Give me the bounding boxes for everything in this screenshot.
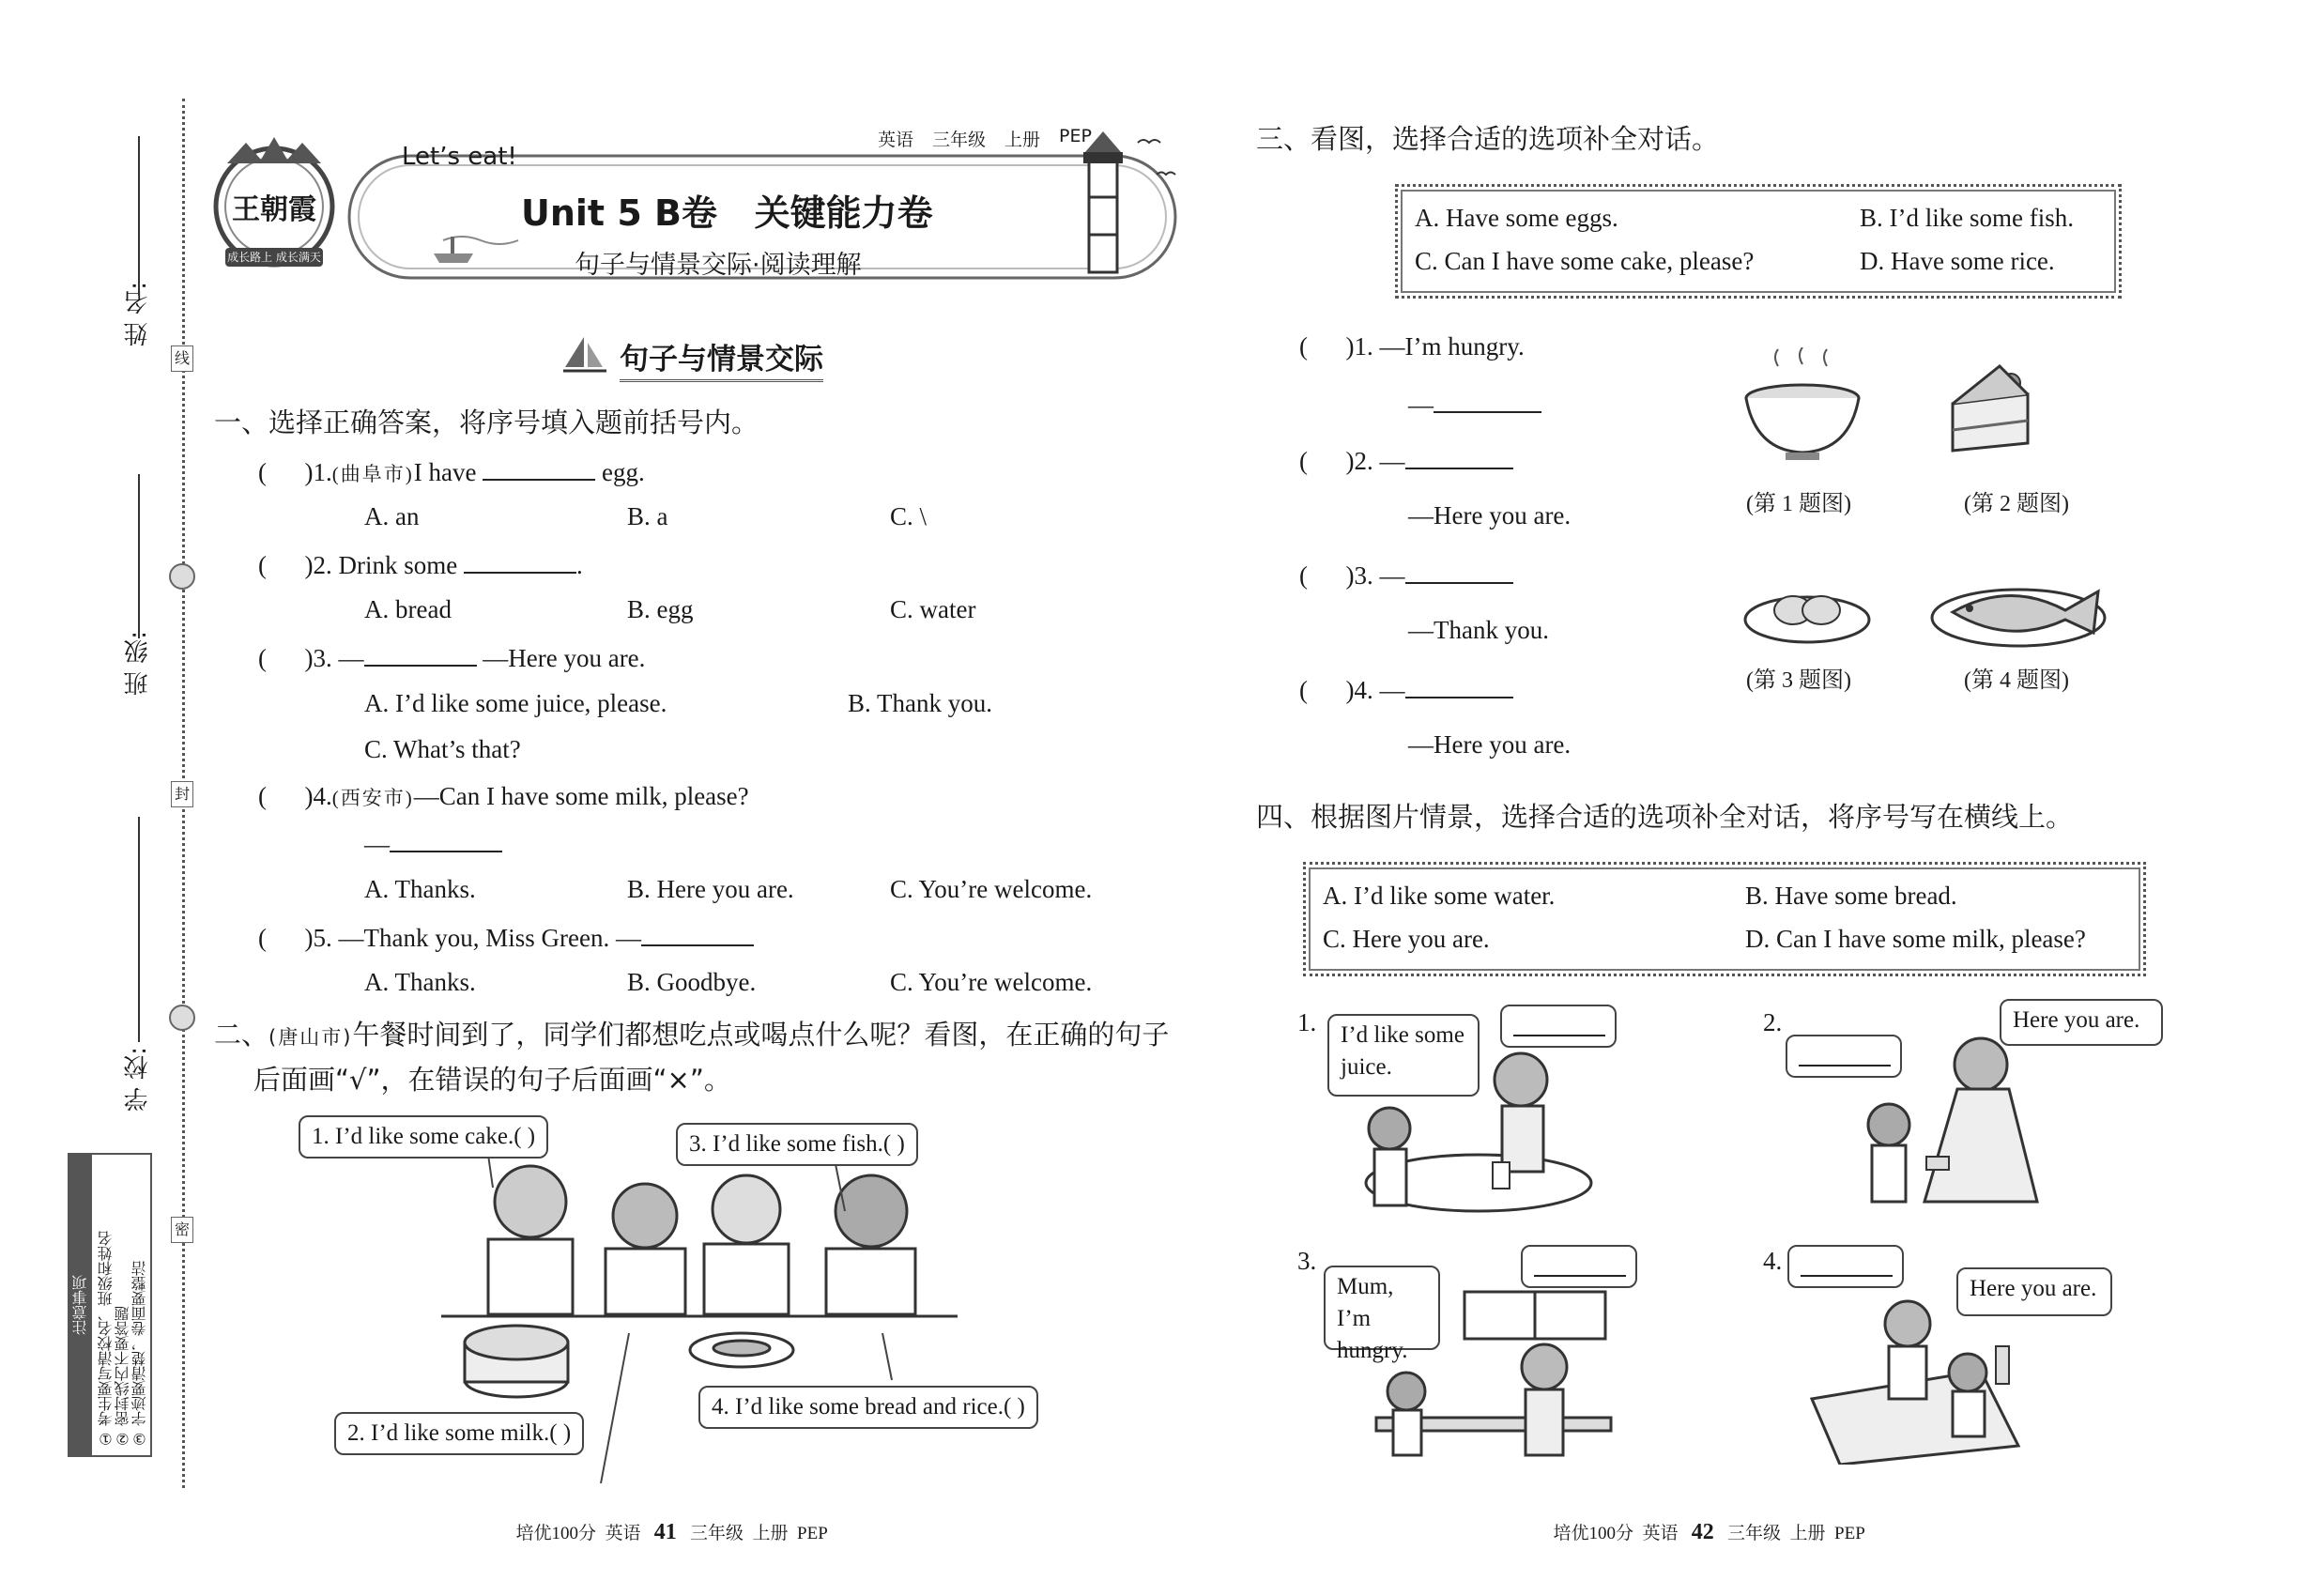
- question-text: —Here you are.: [483, 644, 646, 672]
- p3-question-4: [1299, 672, 1513, 706]
- answer-bracket[interactable]: (: [258, 644, 305, 672]
- option: A. I’d like some water.: [1323, 882, 1556, 910]
- speech-bubble: Here you are.: [1956, 1267, 2112, 1316]
- option: A. an: [364, 502, 420, 530]
- subject-tags: [878, 126, 1092, 151]
- option: A. Thanks.: [364, 875, 476, 903]
- question-text: —I’m hungry.: [1379, 332, 1525, 361]
- figure-caption: (第 4 题图): [1964, 668, 2069, 693]
- option: D. Have some rice.: [1860, 247, 2055, 275]
- option: C. water: [890, 595, 976, 623]
- question-text: I have: [413, 458, 477, 486]
- speech-bubble: 3. I’d like some fish.( ): [676, 1123, 918, 1166]
- question-number: )2.: [304, 551, 332, 579]
- answer-blank[interactable]: [1799, 1040, 1891, 1067]
- notice-box: [68, 1153, 152, 1457]
- option: B. Thank you.: [848, 689, 992, 717]
- lighthouse-icon: [1083, 131, 1123, 272]
- question-3: [258, 640, 645, 674]
- school-line[interactable]: [138, 817, 140, 1042]
- page-subtitle: 句子与情景交际·阅读理解: [575, 251, 862, 280]
- question-text: .: [575, 551, 583, 579]
- answer-bracket[interactable]: (: [1299, 332, 1346, 361]
- region-tag: (西安市): [331, 787, 414, 809]
- answer-blank[interactable]: [464, 547, 576, 574]
- sailboat-icon: [561, 333, 608, 376]
- speech-bubble: Here you are.: [2000, 999, 2163, 1046]
- footer-text: 三年级 上册 PEP: [1727, 1524, 1865, 1543]
- p3-question-3: [1299, 558, 1513, 591]
- scissors-icon: [169, 1005, 195, 1031]
- answer-blank[interactable]: [483, 454, 595, 481]
- option: C. Can I have some cake, please?: [1415, 247, 1755, 275]
- question-text: —Thank you.: [1408, 616, 1549, 644]
- fish-plate-icon: [690, 1333, 793, 1367]
- name-label: 姓 名:: [124, 282, 152, 347]
- question-number: )3.: [304, 644, 332, 672]
- answer-bracket[interactable]: (: [1299, 676, 1346, 704]
- class-label: 班 级:: [124, 631, 152, 697]
- grade-tag: 三年级: [932, 130, 987, 150]
- question-number: )4.: [304, 782, 332, 810]
- scene-number: 2.: [1763, 1008, 1783, 1036]
- figure-caption: (第 3 题图): [1746, 668, 1851, 693]
- speech-bubble: 2. I’d like some milk.( ): [334, 1412, 584, 1455]
- option: C. Here you are.: [1323, 925, 1490, 953]
- term-tag: 上册: [1004, 130, 1041, 150]
- option: D. Can I have some milk, please?: [1745, 925, 2086, 953]
- speech-bubble-blank[interactable]: [1521, 1245, 1637, 1288]
- question-text: egg.: [601, 458, 645, 486]
- answer-bracket[interactable]: (: [258, 782, 305, 810]
- question-5: [258, 920, 754, 954]
- answer-blank[interactable]: [1513, 1010, 1605, 1036]
- dash: —: [1379, 447, 1405, 475]
- subject-tag: 英语: [878, 130, 914, 150]
- answer-blank[interactable]: [364, 640, 477, 667]
- options-box: [1395, 184, 2122, 299]
- eggs-plate-icon: [1737, 573, 1878, 648]
- footer-text: 培优100分 英语: [1553, 1524, 1679, 1543]
- speech-bubble-blank[interactable]: [1787, 1245, 1904, 1288]
- notice-item: ① 考生要写清校名、班级和姓名: [99, 1231, 115, 1448]
- question-number: )1.: [304, 458, 332, 486]
- speech-bubble: I’d like some juice.: [1327, 1014, 1480, 1097]
- cut-mark: 封: [171, 781, 193, 807]
- part1-title: 一、选择正确答案，将序号填入题前括号内。: [214, 407, 759, 438]
- footer-left: [507, 1498, 828, 1545]
- answer-blank[interactable]: [390, 826, 502, 852]
- question-number: )4.: [1345, 676, 1373, 704]
- region-tag: (唐山市): [268, 1026, 353, 1049]
- class-line[interactable]: [138, 474, 140, 638]
- part2-prefix: 二、: [214, 1019, 269, 1051]
- answer-bracket[interactable]: (: [1299, 447, 1346, 475]
- part3-title: 三、看图，选择合适的选项补全对话。: [1256, 123, 1720, 155]
- footer-right: [1544, 1498, 1865, 1545]
- name-line[interactable]: [138, 136, 140, 296]
- edition-tag: PEP: [1059, 126, 1092, 146]
- speech-bubble: 1. I’d like some cake.( ): [299, 1115, 548, 1159]
- question-1: [258, 454, 645, 490]
- footer-text: 三年级 上册 PEP: [690, 1524, 828, 1543]
- part4-title: 四、根据图片情景，选择合适的选项补全对话，将序号写在横线上。: [1256, 801, 2074, 833]
- part2-title: [214, 1018, 1169, 1054]
- dash: —: [1379, 561, 1405, 590]
- question-number: )2.: [1345, 447, 1373, 475]
- cake-slice-icon: [1934, 357, 2047, 469]
- speech-bubble: Mum, I’m hungry.: [1324, 1266, 1440, 1350]
- option: C. You’re welcome.: [890, 968, 1093, 996]
- answer-bracket[interactable]: (: [258, 924, 305, 952]
- options-box: [1303, 862, 2146, 976]
- option: B. Goodbye.: [627, 968, 757, 996]
- scissors-icon: [169, 563, 195, 590]
- question-number: )5.: [304, 924, 332, 952]
- cut-mark: 密: [171, 1217, 193, 1243]
- question-text: —Here you are.: [1408, 730, 1572, 759]
- question-text: —: [338, 644, 364, 672]
- page-number: 41: [653, 1520, 677, 1544]
- question-2: [258, 547, 583, 581]
- answer-blank[interactable]: [1434, 387, 1541, 413]
- figure-caption: (第 2 题图): [1964, 492, 2069, 516]
- figure-caption: (第 1 题图): [1746, 492, 1851, 516]
- fish-plate-icon: [1924, 563, 2112, 652]
- notice-item: ② 密封线内不要答题: [115, 1306, 131, 1448]
- question-text: —Can I have some milk, please?: [413, 782, 749, 810]
- option: C. \: [890, 502, 928, 530]
- speech-bubble-blank[interactable]: [1500, 1005, 1617, 1048]
- footer-text: 培优100分 英语: [515, 1524, 641, 1543]
- logo-text: 王朝霞: [232, 193, 316, 226]
- answer-bracket[interactable]: (: [258, 551, 305, 579]
- lets-eat-label: Let’s eat!: [402, 143, 517, 171]
- question-4-reply: [364, 826, 502, 860]
- answer-bracket[interactable]: (: [1299, 561, 1346, 590]
- scene-number: 3.: [1297, 1247, 1317, 1275]
- dash: —: [364, 830, 390, 858]
- answer-bracket[interactable]: (: [258, 458, 305, 486]
- dash: —: [1379, 676, 1405, 704]
- answer-blank[interactable]: [1801, 1251, 1893, 1277]
- option: A. Thanks.: [364, 968, 476, 996]
- page-number: 42: [1691, 1520, 1714, 1544]
- p3-q1-reply: [1408, 387, 1541, 421]
- p3-question-2: [1299, 443, 1513, 477]
- answer-blank[interactable]: [1534, 1251, 1626, 1277]
- question-number: )1.: [1345, 332, 1373, 361]
- part2-title-text: 午餐时间到了，同学们都想吃点或喝点什么呢？看图，在正确的句子: [352, 1019, 1170, 1051]
- rice-bowl-icon: [1737, 347, 1868, 469]
- p3-question-1: [1299, 330, 1525, 362]
- section-heading-text: 句子与情景交际: [620, 335, 823, 382]
- option: B. a: [627, 502, 668, 530]
- school-label: 学 校:: [124, 1047, 152, 1113]
- option: B. I’d like some fish.: [1860, 204, 2074, 232]
- answer-blank[interactable]: [1405, 443, 1513, 469]
- answer-blank[interactable]: [1405, 558, 1513, 584]
- question-text: —Here you are.: [1408, 501, 1572, 529]
- cake-icon: [465, 1326, 568, 1397]
- option: B. Have some bread.: [1745, 882, 1957, 910]
- brand-logo: [208, 131, 340, 272]
- question-text: —Thank you, Miss Green. —: [338, 924, 641, 952]
- question-4: [258, 780, 749, 814]
- option: A. I’d like some juice, please.: [364, 689, 667, 717]
- region-tag: (曲阜市): [331, 463, 414, 485]
- option: C. What’s that?: [364, 735, 521, 763]
- option: C. You’re welcome.: [890, 875, 1093, 903]
- speech-bubble: 4. I’d like some bread and rice.( ): [698, 1386, 1038, 1429]
- option: B. Here you are.: [627, 875, 794, 903]
- scene-number: 4.: [1763, 1247, 1783, 1275]
- option: A. Have some eggs.: [1415, 204, 1618, 232]
- cut-mark: 线: [171, 345, 193, 372]
- notice-item: ③ 字迹要清楚，卷面要整洁: [132, 1261, 148, 1448]
- question-number: )3.: [1345, 561, 1373, 590]
- answer-blank[interactable]: [1405, 672, 1513, 698]
- notice-title: 注意事项: [69, 1155, 92, 1455]
- page-title: Unit 5 B卷 关键能力卷: [521, 192, 933, 234]
- scene-number: 1.: [1297, 1008, 1317, 1036]
- option: B. egg: [627, 595, 694, 623]
- question-text: Drink some: [338, 551, 458, 579]
- logo-motto: 成长路上 成长满天: [227, 251, 321, 264]
- answer-blank[interactable]: [641, 920, 754, 946]
- option: A. bread: [364, 595, 452, 623]
- dash: —: [1408, 391, 1434, 419]
- part2-title-line2: 后面画“√”，在错误的句子后面画“×”。: [253, 1064, 731, 1096]
- speech-bubble-blank[interactable]: [1786, 1035, 1902, 1078]
